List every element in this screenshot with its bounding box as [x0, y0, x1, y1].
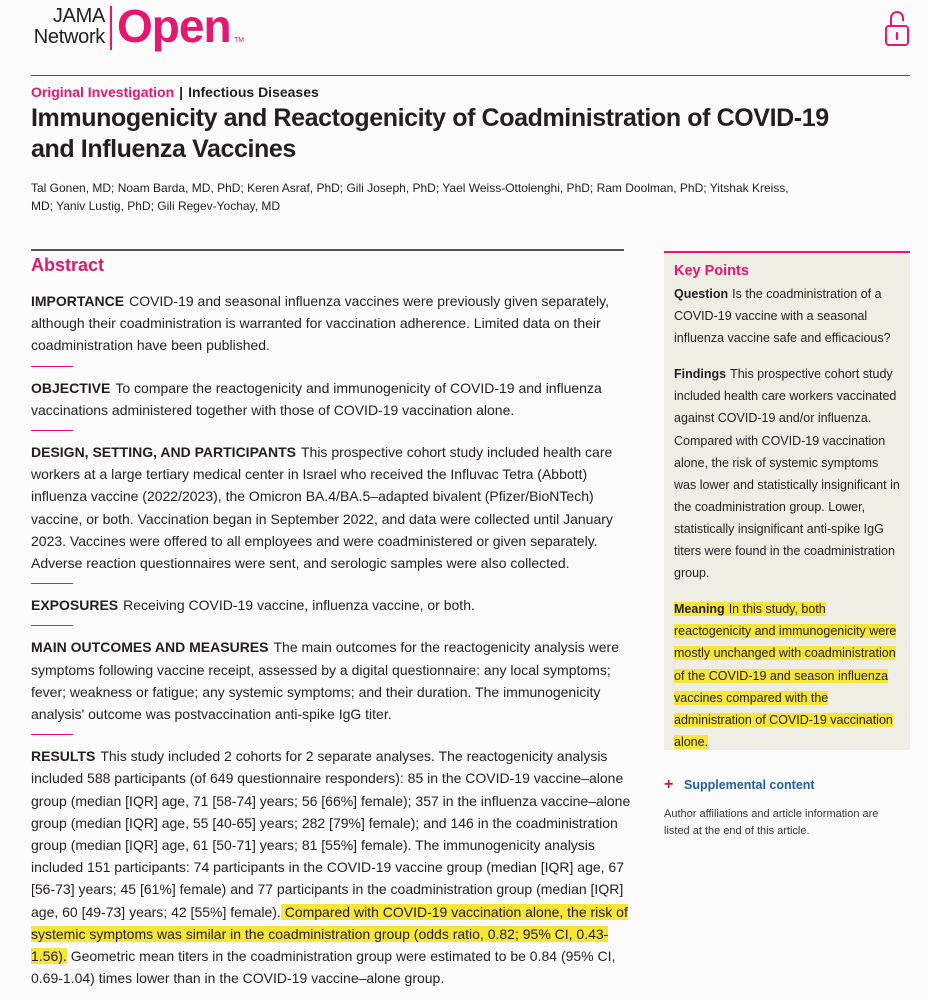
highlighted-result-text: Compared with COVID-19 vaccination alone, the risk of systemic symptoms was similar in the coadministration group (odds ratio, 0.82; 95% CI, 0.43-1.56). [31, 903, 628, 965]
supplemental-content-link[interactable] [664, 776, 815, 794]
article-category-label[interactable]: Infectious Diseases [188, 84, 319, 100]
section-text: COVID-19 and seasonal influenza vaccines were previously given separately, although their coadministration is warranted for vaccination adherence. Limited data on their coadministration have been published. [31, 293, 609, 354]
article-type-label[interactable]: Original Investigation [31, 84, 175, 100]
section-text: To compare the reactogenicity and immunogenicity of COVID-19 and influenza vaccinations administered together with those of COVID-19 vaccination alone. [31, 379, 602, 418]
abstract-body [31, 290, 631, 989]
abstract-importance [31, 290, 631, 357]
logo-open-text: Open [117, 0, 231, 52]
supplemental-label: Supplemental content [684, 778, 815, 792]
section-label: IMPORTANCE [31, 293, 125, 309]
section-divider [31, 366, 73, 367]
abstract-heading: Abstract [31, 255, 105, 275]
abstract-rule [31, 249, 624, 251]
key-points-panel [664, 251, 910, 750]
key-points-findings [674, 363, 900, 584]
kp-label: Question [674, 287, 729, 301]
kp-label: Findings [674, 367, 727, 382]
section-label: OBJECTIVE [31, 379, 111, 396]
author-affiliations-note: Author affiliations and article information are listed at the end of this article. [664, 808, 879, 837]
section-label: DESIGN, SETTING, AND PARTICIPANTS [31, 444, 296, 461]
section-divider [31, 430, 73, 431]
header-rule [31, 75, 910, 76]
key-points-meaning [674, 598, 900, 753]
section-text: This study included 2 cohorts for 2 separate analyses. The reactogenicity analysis included 588 participants (of 649 questionnaire responders): 85 in the COVID-19 vaccine–alone group (median [IQR] age, 71 [58-74] years; 56 [66%] female); 357 in the influenza vaccine–alone group (median [IQR] age, 55 [40-65] years; 282 [79%] female); and 146 in the coadministration group (median [IQR] age, 61 [50-71] years; 81 [55%] female). The immunogenicity analysis included 151 participants: 74 participants in the COVID-19 vaccine group (median [IQR] age, 67 [56-73] years; 45 [61%] female) and 77 participants in the coadministration group (median [IQR] age, 60 [49-73] years; 42 [55%] female). [31, 748, 631, 920]
kp-text: Is the coadministration of a COVID-19 vaccine with a seasonal influenza vaccine safe and efficacious? [674, 287, 891, 346]
logo-network-text: Network [33, 26, 105, 48]
section-label: RESULTS [31, 748, 96, 765]
kp-label: Meaning [674, 602, 725, 617]
section-text: The main outcomes for the reactogenicity analysis were symptoms following vaccine receipt, assessed by a digital questionnaire: any local symptoms; fever; weakness or fatigue; any systemic symptoms; and their duration. The immunogenicity analysis' outcome was postvaccination anti-spike IgG titer. [31, 639, 619, 723]
section-text: Receiving COVID-19 vaccine, influenza vaccine, or both. [123, 597, 475, 614]
abstract-objective [31, 377, 631, 421]
article-title: Immunogenicity and Reactogenicity of Coadministration of COVID-19 and Influenza Vaccines [31, 104, 829, 163]
section-text: Geometric mean titers in the coadministration group were estimated to be 0.84 (95% CI, 0.69-1.04) times lower than in the COVID-19 vaccine–alone group. [31, 948, 616, 987]
abstract-exposures [31, 594, 631, 616]
jama-network-open-logo[interactable] [31, 0, 251, 52]
abstract-design [31, 441, 631, 574]
logo-divider [110, 6, 112, 50]
section-divider [31, 734, 73, 735]
author-list: Tal Gonen, MD; Noam Barda, MD, PhD; Keren Asraf, PhD; Gili Joseph, PhD; Yael Weiss-Ottolenghi, PhD; Ram Doolman, PhD; Yitshak Kreiss, MD; Yaniv Lustig, PhD; Gili Regev-Yochay, MD [31, 181, 789, 213]
key-points-title: Key Points [674, 263, 749, 279]
kp-text: This prospective cohort study included health care workers vaccinated against COVID-19 and/or influenza. Compared with COVID-19 vaccination alone, the risk of systemic symptoms was lower and statistically insignificant in the coadministration group. Lower, statistically insignificant anti-spike IgG titers were found in the coadministration group. [674, 367, 900, 581]
abstract-outcomes [31, 636, 631, 725]
plus-icon: + [664, 776, 674, 793]
kp-text: In this study, both reactogenicity and immunogenicity were mostly unchanged with coadministration of the COVID-19 and season influenza vaccines compared with the administration of COVID-19 vaccination alone. [674, 602, 897, 749]
section-divider [31, 625, 73, 626]
section-divider [31, 583, 73, 584]
abstract-results [31, 745, 631, 989]
key-points-question [674, 283, 900, 349]
section-label: EXPOSURES [31, 597, 119, 614]
logo-jama-text: JAMA [52, 5, 105, 27]
article-category-breadcrumb [31, 84, 319, 100]
section-label: MAIN OUTCOMES AND MEASURES [31, 639, 269, 656]
section-text: This prospective cohort study included health care workers at a large tertiary medical center in Israel who received the Influvac Tetra (Abbott) influenza vaccine (2022/2023), the Omicron BA.4/BA.5–adapted bivalent (Pfizer/BioNTech) vaccine, or both. Vaccination began in September 2022, and data were collected until January 2023. Vaccines were offered to all employees and were coadministered or given separately. Adverse reaction questionnaires were sent, and serologic samples were also collected. [31, 444, 613, 572]
open-access-lock-icon [882, 8, 912, 48]
breadcrumb-separator: | [179, 84, 184, 100]
logo-trademark: TM [234, 37, 245, 44]
